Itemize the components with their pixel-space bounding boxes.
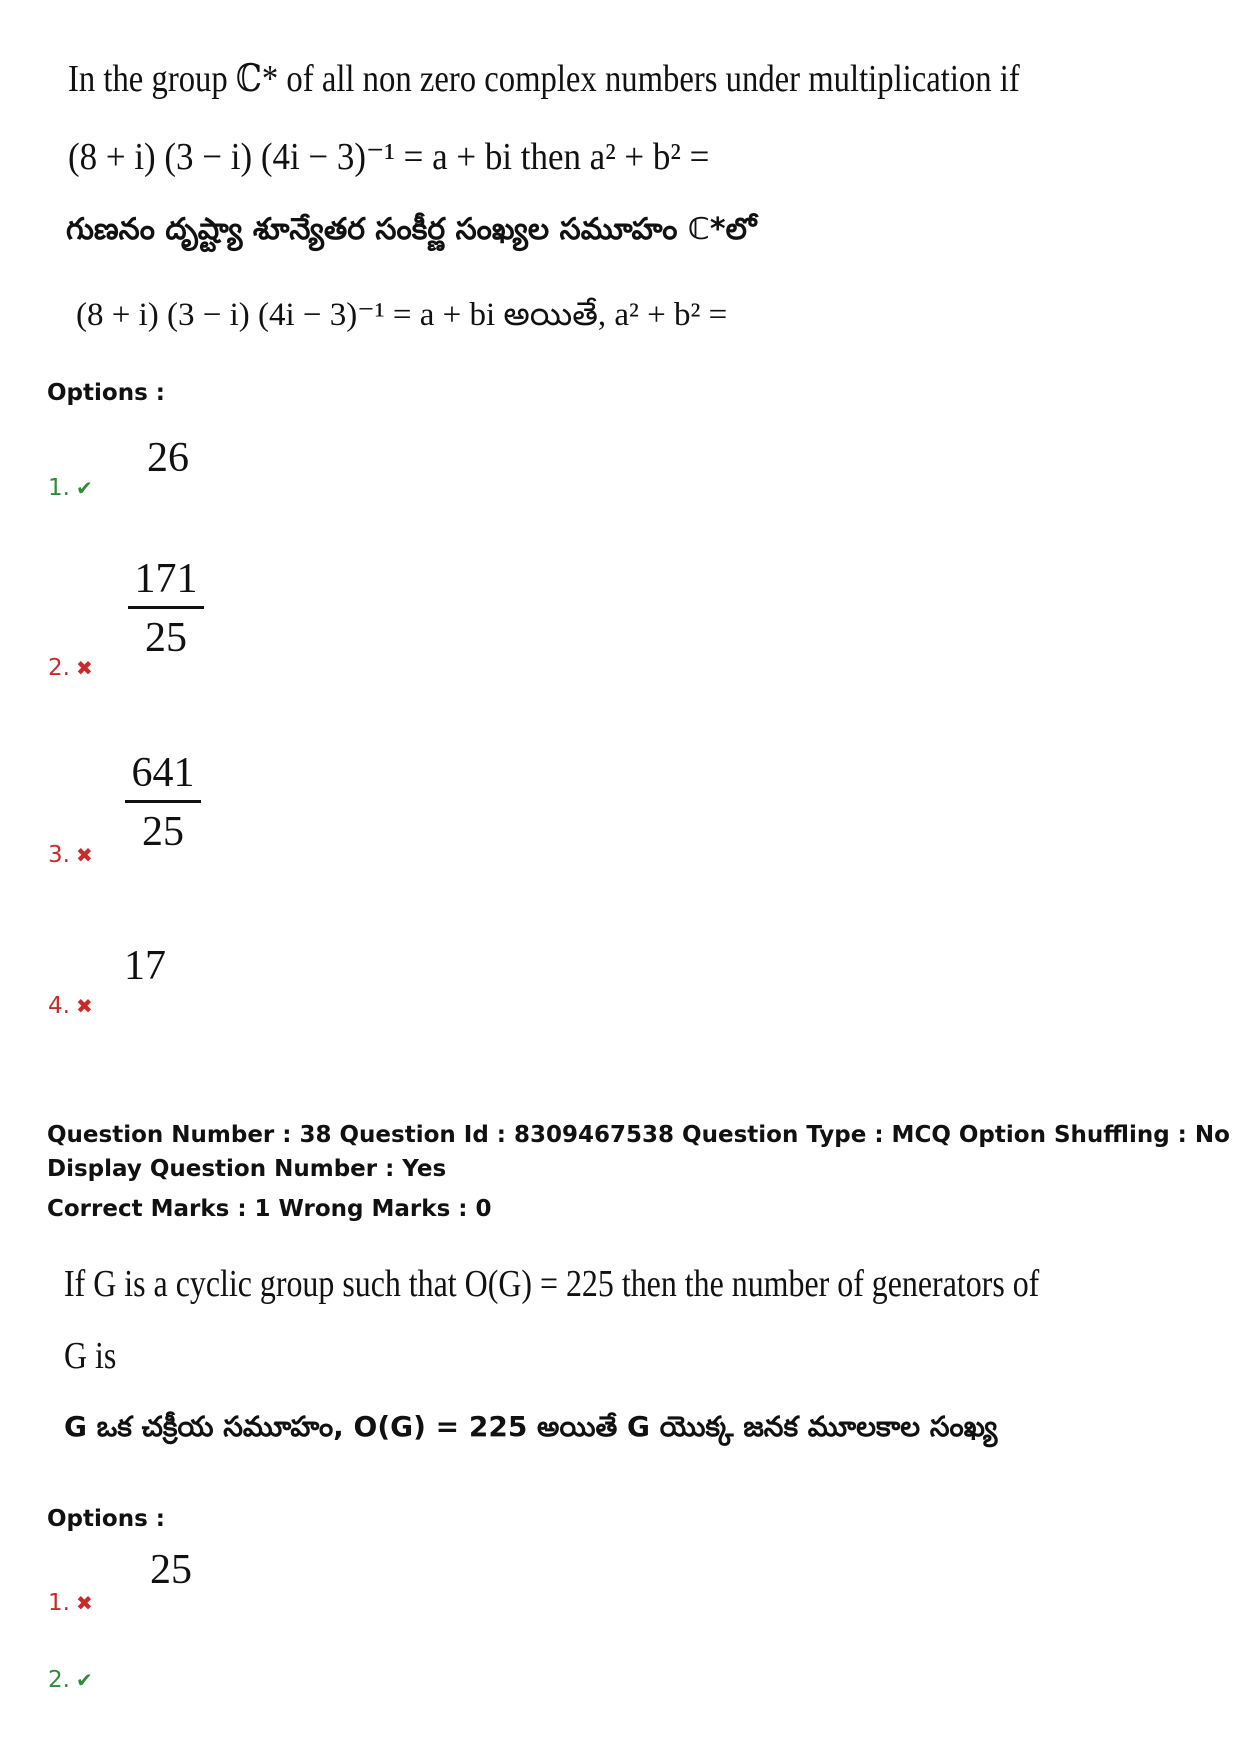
q37-stem-telugu-line-1: గుణనం దృష్ట్యా శూన్యేతర సంకీర్ణ సంఖ్యల సమూహం ℂ*లో	[66, 212, 757, 247]
fraction-bar	[128, 606, 204, 609]
q37-option-3-fraction	[125, 752, 201, 853]
q37-option-4-value: 17	[124, 943, 166, 989]
q37-option-2-numerator: 171	[134, 556, 198, 602]
q38-option-1[interactable]	[48, 1590, 93, 1616]
q37-option-3-number: 3.	[48, 842, 70, 868]
q37-option-1-value: 26	[147, 435, 189, 481]
q37-stem-line-2: (8 + i) (3 − i) (4i − 3)⁻¹ = a + bi then a² + b² =	[68, 136, 710, 178]
q37-option-2-number: 2.	[48, 655, 70, 681]
q38-option-2-number: 2.	[48, 1667, 70, 1693]
q37-option-4[interactable]	[48, 993, 93, 1019]
q37-option-2[interactable]	[48, 655, 93, 681]
q38-options-label: Options :	[47, 1506, 165, 1532]
q38-option-1-number: 1.	[48, 1590, 70, 1616]
fraction-bar	[125, 800, 201, 803]
q37-stem-telugu-line-2: (8 + i) (3 − i) (4i − 3)⁻¹ = a + bi అయితే, a² + b² =	[76, 297, 728, 333]
q37-stem-line-1: In the group ℂ* of all non zero complex numbers under multiplication if	[68, 58, 1020, 100]
q38-meta-line-3: Correct Marks : 1 Wrong Marks : 0	[47, 1196, 492, 1222]
cross-icon: ✖	[75, 994, 93, 1018]
q37-option-2-fraction	[128, 558, 204, 659]
q38-stem-line-1: If G is a cyclic group such that O(G) = 225 then the number of generators of	[64, 1263, 1040, 1305]
q37-option-2-denominator: 25	[145, 615, 187, 661]
q37-option-3[interactable]	[48, 842, 93, 868]
cross-icon: ✖	[75, 656, 93, 680]
cross-icon: ✖	[75, 843, 93, 867]
q38-stem-telugu-line: G ఒక చక్రీయ సమూహం, O(G) = 225 అయితే G యొక్క జనక మూలకాల సంఖ్య	[64, 1410, 998, 1443]
q37-options-label: Options :	[47, 380, 165, 406]
q37-option-1[interactable]	[48, 475, 93, 501]
q37-option-3-numerator: 641	[131, 750, 195, 796]
q38-option-1-value: 25	[150, 1547, 192, 1593]
q38-stem-line-2: G is	[64, 1335, 117, 1377]
q38-option-2[interactable]	[48, 1667, 93, 1693]
q37-option-4-number: 4.	[48, 993, 70, 1019]
q38-meta-line-1: Question Number : 38 Question Id : 8309467538 Question Type : MCQ Option Shuffling : No	[47, 1122, 1230, 1148]
cross-icon: ✖	[75, 1591, 93, 1615]
check-icon: ✔	[75, 1668, 93, 1692]
q38-meta-line-2: Display Question Number : Yes	[47, 1156, 447, 1182]
q37-option-3-denominator: 25	[142, 809, 184, 855]
q37-option-1-number: 1.	[48, 475, 70, 501]
check-icon: ✔	[75, 476, 93, 500]
